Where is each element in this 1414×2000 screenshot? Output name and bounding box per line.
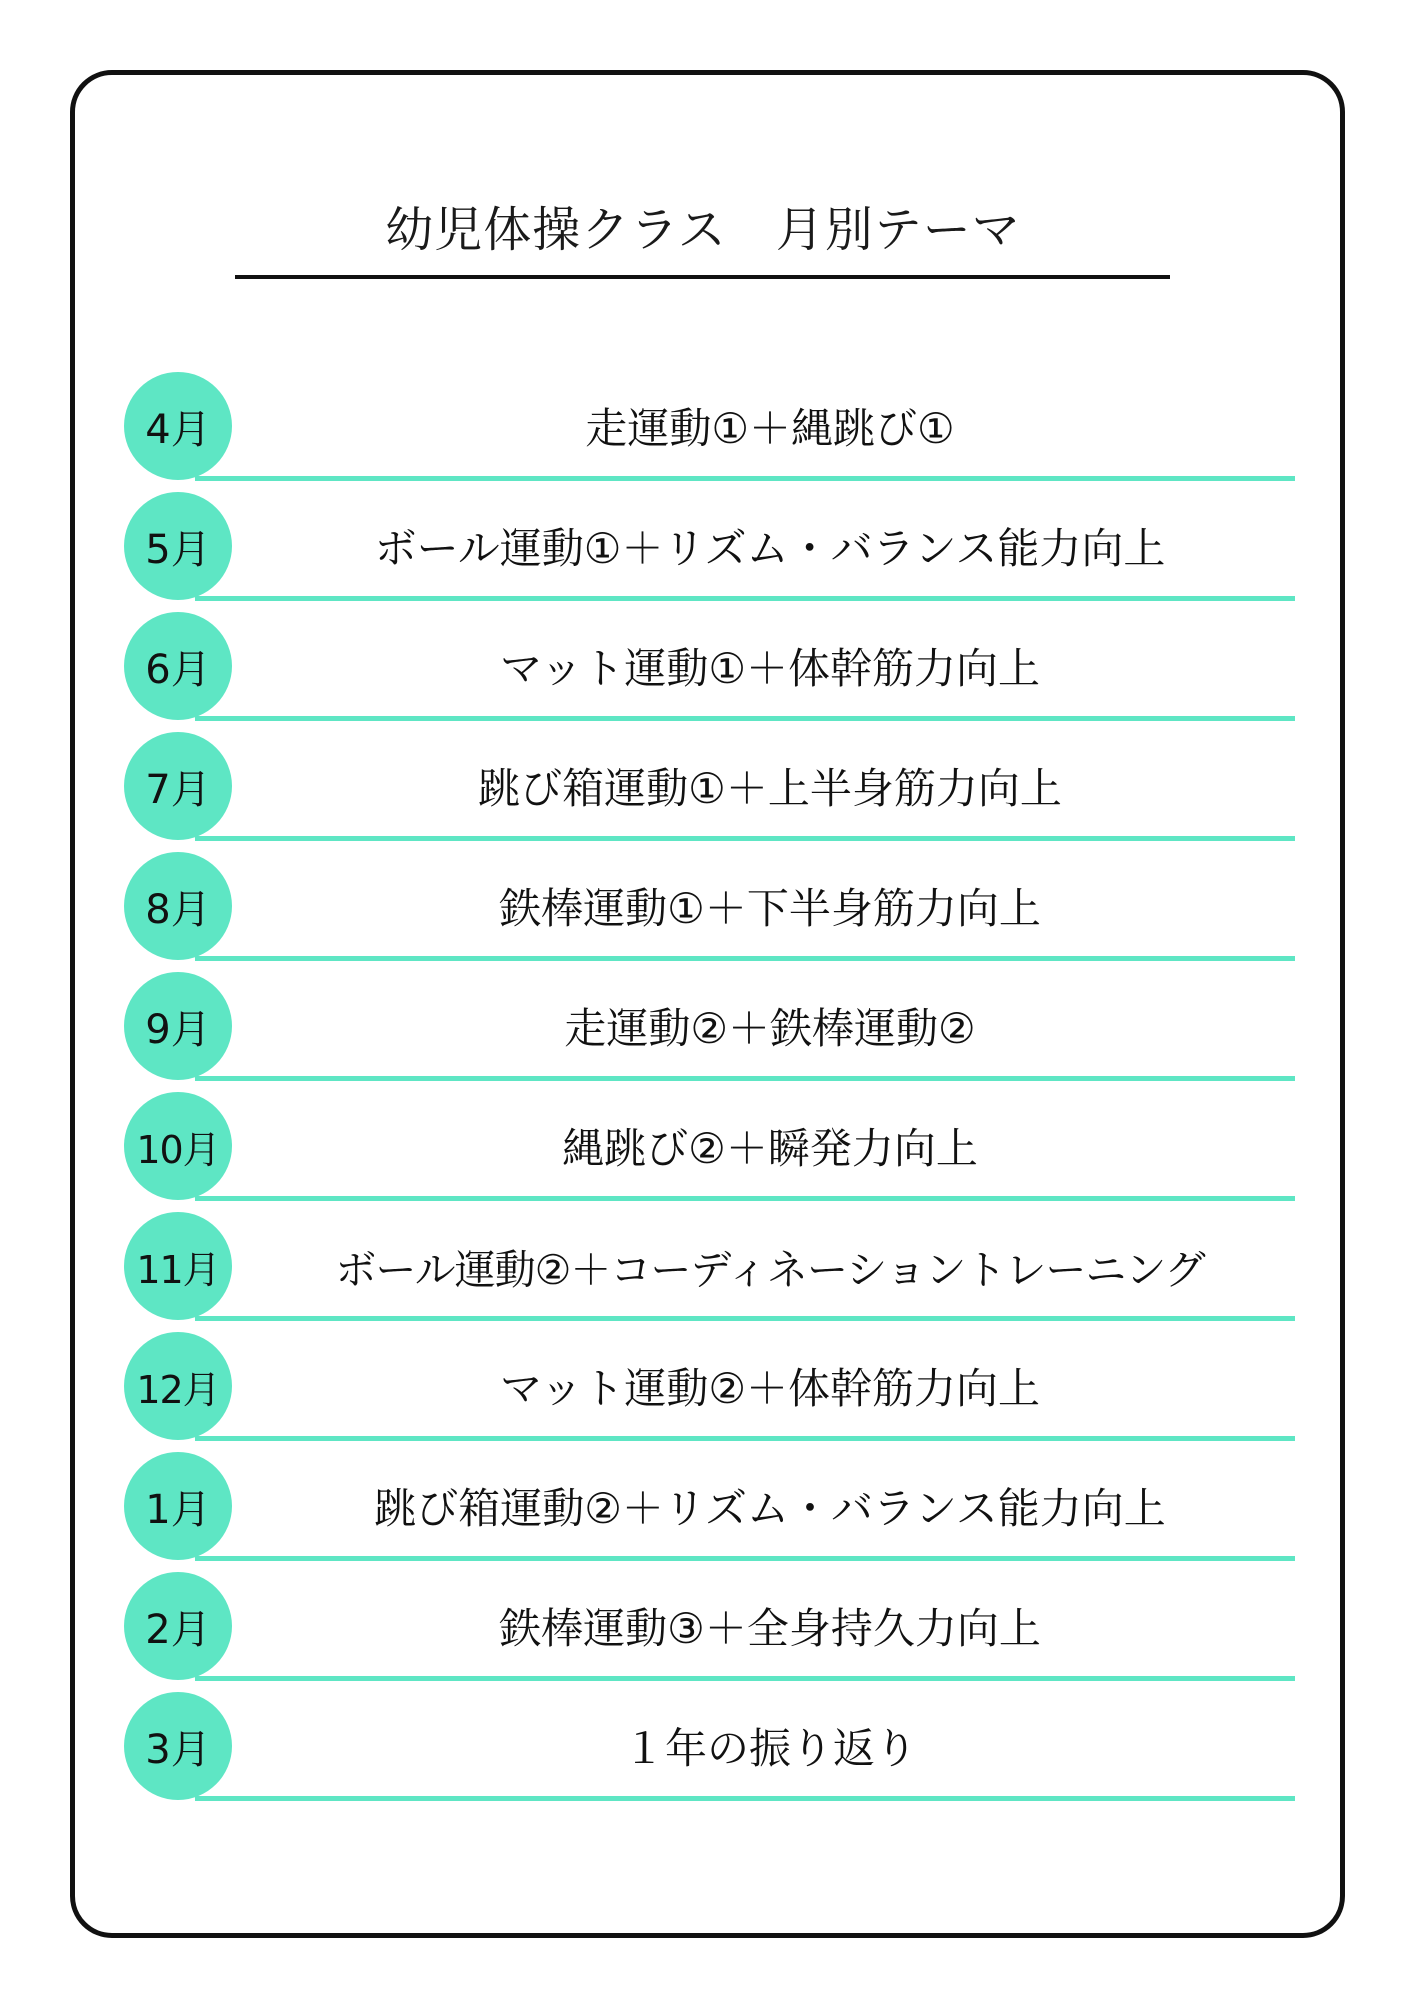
page-title: 幼児体操クラス 月別テーマ [385,202,1021,258]
title-underline [235,275,1170,279]
row-underline [195,836,1295,841]
row-underline [195,716,1295,721]
month-badge: 4月 [124,372,232,480]
month-badge: 6月 [124,612,232,720]
month-badge: 9月 [124,972,232,1080]
list-item [0,1452,1414,1572]
list-item [0,1572,1414,1692]
month-theme: 跳び箱運動①＋上半身筋力向上 [478,764,1062,813]
month-theme: ボール運動①＋リズム・バランス能力向上 [374,524,1166,573]
month-theme: 鉄棒運動①＋下半身筋力向上 [499,884,1041,933]
list-item [0,972,1414,1092]
list-item [0,1212,1414,1332]
list-item [0,732,1414,852]
row-underline [195,476,1295,481]
month-theme: ボール運動②＋コーディネーショントレーニング [335,1245,1205,1294]
month-badge: 10月 [124,1092,232,1200]
month-badge: 2月 [124,1572,232,1680]
row-underline [195,1316,1295,1321]
month-theme: マット運動②＋体幹筋力向上 [500,1364,1040,1413]
list-item [0,612,1414,732]
month-theme: 走運動②＋鉄棒運動② [564,1004,976,1053]
row-underline [195,1556,1295,1561]
month-badge: 3月 [124,1692,232,1800]
month-theme: マット運動①＋体幹筋力向上 [500,644,1040,693]
month-theme: 走運動①＋縄跳び① [585,404,955,453]
row-underline [195,1796,1295,1801]
row-underline [195,1676,1295,1681]
row-underline [195,1436,1295,1441]
month-badge: 8月 [124,852,232,960]
month-theme: 縄跳び②＋瞬発力向上 [562,1124,978,1173]
list-item [0,852,1414,972]
month-badge: 1月 [124,1452,232,1560]
month-theme: 跳び箱運動②＋リズム・バランス能力向上 [374,1484,1166,1533]
month-theme: 鉄棒運動③＋全身持久力向上 [499,1604,1041,1653]
row-underline [195,1076,1295,1081]
row-underline [195,596,1295,601]
list-item [0,372,1414,492]
row-underline [195,1196,1295,1201]
row-underline [195,956,1295,961]
month-badge: 7月 [124,732,232,840]
list-item [0,1092,1414,1212]
month-theme: １年の振り返り [622,1724,917,1773]
month-badge: 12月 [124,1332,232,1440]
list-item [0,492,1414,612]
month-badge: 11月 [124,1212,232,1320]
month-badge: 5月 [124,492,232,600]
list-item [0,1332,1414,1452]
list-item [0,1692,1414,1812]
